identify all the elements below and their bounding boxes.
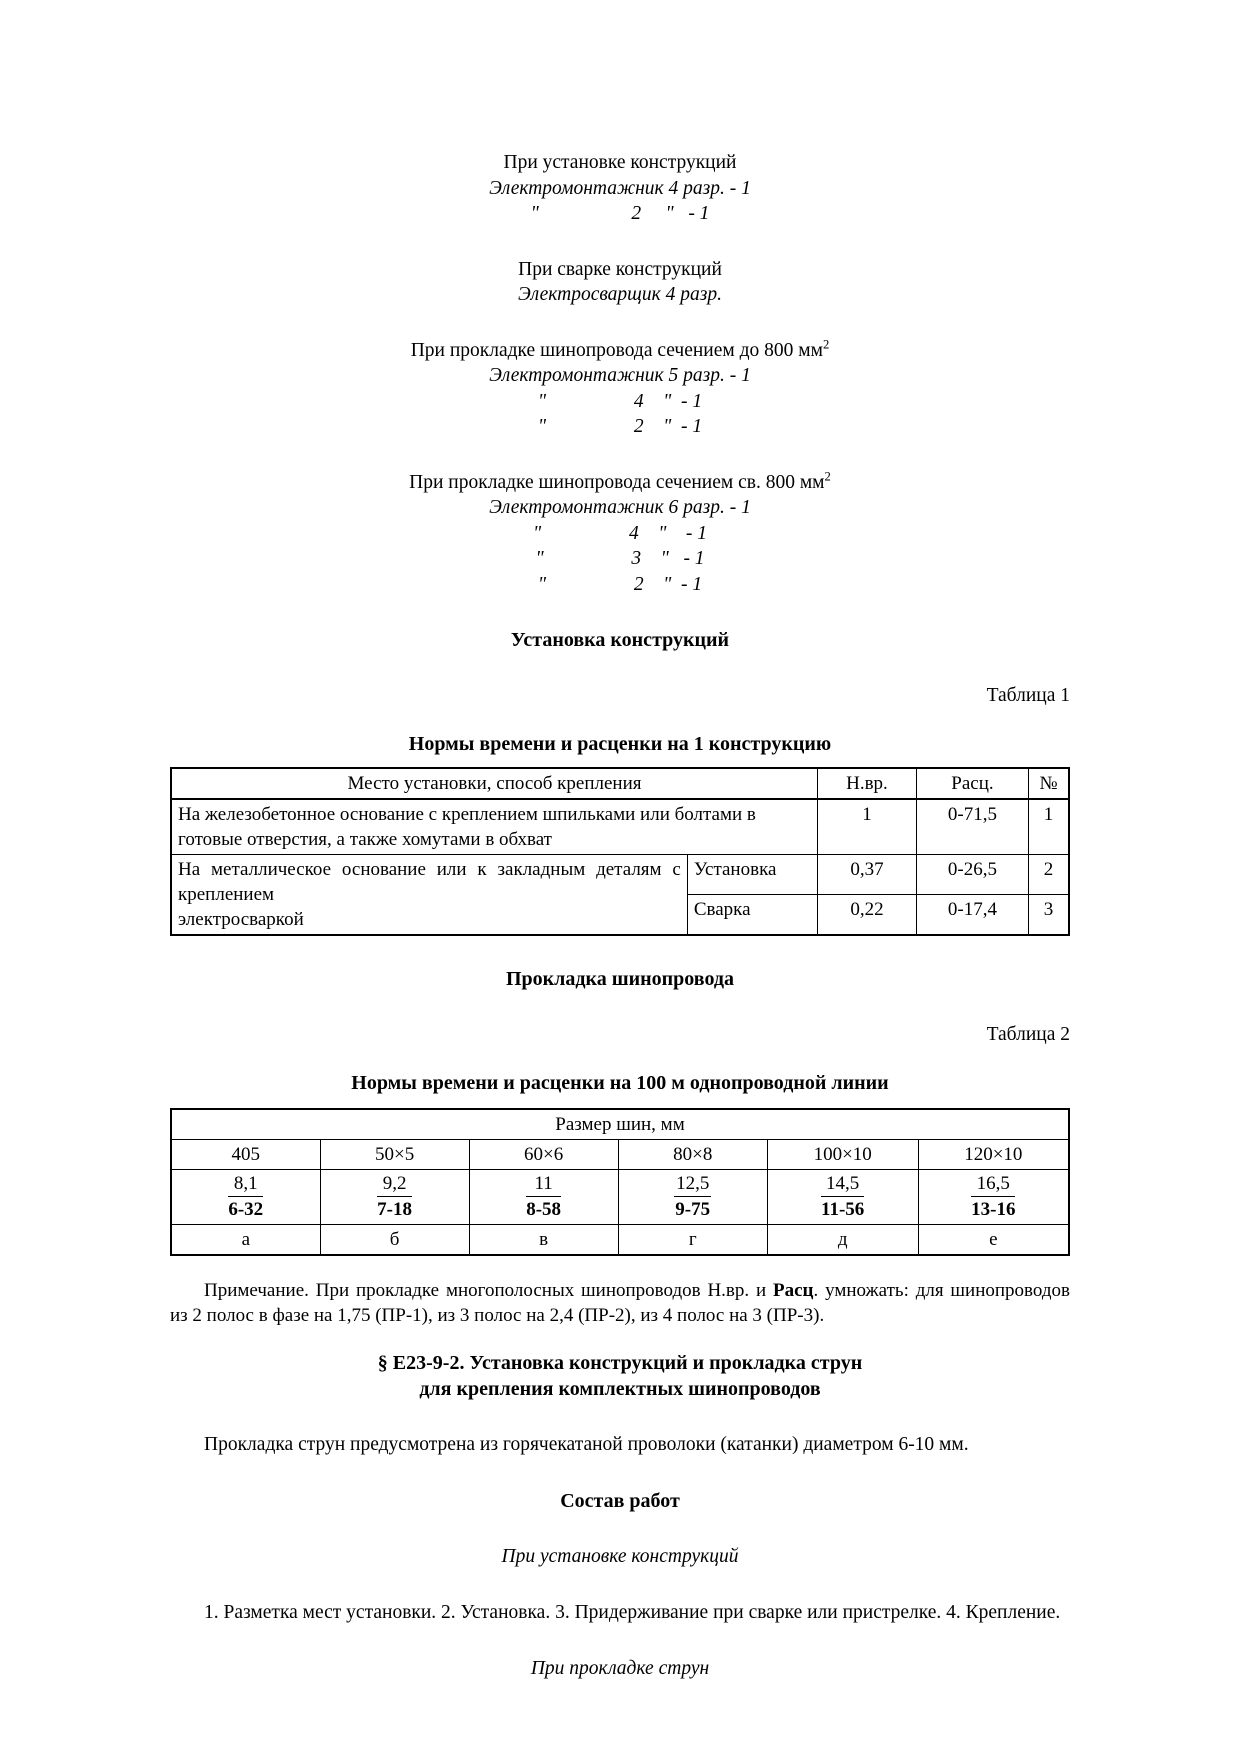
cell-size: 80×8 (618, 1140, 767, 1170)
cell-rasc: 7-18 (377, 1199, 412, 1220)
cell-rasc: 0-71,5 (916, 799, 1028, 855)
cell-size: 120×10 (918, 1140, 1069, 1170)
spanhead-bus-size: Размер шин, мм (171, 1109, 1069, 1140)
note-bold-term: Расц (772, 1280, 814, 1301)
cell-letter: е (918, 1225, 1069, 1256)
cell-place-line2: электросваркой (178, 909, 304, 930)
cell-nvr: 14,5 (821, 1172, 864, 1197)
section-title-installation: Установка конструкций (510, 629, 730, 651)
works-list-install: 1. Разметка мест установки. 2. Установка. 3. Придерживание при сварке или пристрелке. 4. Крепление. (204, 1602, 1061, 1623)
fraction (228, 1172, 263, 1222)
table-norms-per-construction (170, 767, 1070, 936)
spacer (170, 1048, 1070, 1070)
spacer (170, 992, 1070, 1022)
section-title-busbar-laying: Прокладка шинопровода (505, 968, 735, 990)
table-spanhead-row (171, 1109, 1069, 1140)
cell-place (171, 855, 687, 936)
cell-nvr: 9,2 (377, 1172, 412, 1197)
cell-nvr: 1 (818, 799, 917, 855)
crew-block-busbar-upto-800 (170, 338, 1070, 440)
crew-line: " 2 " - 1 (537, 416, 703, 437)
crew-line: " 2 " - 1 (530, 203, 710, 224)
cell-rasc: 9-75 (675, 1199, 711, 1220)
subheading-string-laying: При прокладке струн (530, 1658, 710, 1679)
cell-size: 100×10 (767, 1140, 918, 1170)
fraction (526, 1172, 561, 1222)
table-caption-1: Нормы времени и расценки на 1 конструкцию (408, 733, 832, 755)
table-row (171, 855, 1069, 895)
section-heading-e23-9-2-line2: для крепления комплектных шинопроводов (419, 1378, 821, 1400)
crew-line: " 4 " - 1 (537, 390, 703, 412)
spacer (170, 440, 1070, 470)
table-2-wrapper (170, 1108, 1070, 1256)
crew-line: Электросварщик 4 разр. (517, 284, 723, 305)
cell-size: 60×6 (469, 1140, 618, 1170)
cell-rasc: 8-58 (526, 1199, 562, 1220)
cell-nvr-rasc (618, 1170, 767, 1225)
table-header-row (171, 768, 1069, 799)
spacer (170, 1402, 1070, 1432)
crew-line: " 4 " - 1 (533, 522, 707, 544)
cell-place: На железобетонное основание с креплением шпильками или болтами в готовые отверстия, а также хомутами в обхват (171, 799, 818, 855)
spacer (170, 308, 1070, 338)
intro-paragraph: Прокладка струн предусмотрена из горячекатаной проволоки (катанки) диаметром 6-10 мм. (204, 1434, 969, 1455)
fraction (377, 1172, 412, 1222)
cell-nvr: 11 (526, 1172, 561, 1197)
section-heading-e23-9-2-line1: § Е23-9-2. Установка конструкций и прокладка струн (377, 1352, 863, 1374)
cell-nvr: 8,1 (228, 1172, 263, 1197)
table-label-2: Таблица 2 (986, 1024, 1070, 1045)
table-letters-row (171, 1225, 1069, 1256)
fraction (971, 1172, 1015, 1222)
crew-line: Электромонтажник 5 разр. - 1 (489, 365, 751, 386)
spacer (170, 1570, 1070, 1600)
cell-number: 1 (1029, 799, 1069, 855)
crew-heading-text: При прокладке шинопровода сечением св. 800 мм (409, 471, 825, 493)
cell-nvr-rasc (320, 1170, 469, 1225)
cell-letter: г (618, 1225, 767, 1256)
cell-operation: Сварка (687, 894, 817, 935)
fraction (674, 1172, 711, 1222)
cell-rasc: 6-32 (228, 1199, 264, 1220)
table-row (171, 799, 1069, 855)
crew-heading-superscript: 2 (822, 337, 830, 351)
table-norms-per-100m (170, 1108, 1070, 1256)
cell-nvr-rasc (171, 1170, 320, 1225)
cell-nvr-rasc (469, 1170, 618, 1225)
header-number: № (1029, 768, 1069, 799)
crew-heading-text: При прокладке шинопровода сечением до 800 мм (410, 339, 823, 361)
cell-letter: в (469, 1225, 618, 1256)
cell-letter: а (171, 1225, 320, 1256)
subheading-install-constructions: При установке конструкций (501, 1546, 739, 1567)
crew-heading (170, 338, 1070, 364)
spacer (170, 1514, 1070, 1544)
spacer (170, 709, 1070, 731)
spacer (170, 936, 1070, 966)
table-values-row (171, 1170, 1069, 1225)
header-place: Место установки, способ крепления (171, 768, 818, 799)
crew-line: Электромонтажник 6 разр. - 1 (489, 497, 751, 518)
cell-letter: д (767, 1225, 918, 1256)
cell-rasc: 11-56 (821, 1199, 865, 1220)
table-sizes-row (171, 1140, 1069, 1170)
note-suffix: . умножать: для шинопроводов из 2 полос в фазе на 1,75 (ПР-1), из 3 полос на 2,4 (ПР-2), из 4 полос на 3 (ПР-3). (170, 1280, 1070, 1326)
cell-operation: Установка (687, 855, 817, 895)
works-composition-title: Состав работ (560, 1490, 680, 1512)
cell-nvr-rasc (767, 1170, 918, 1225)
spacer (170, 653, 1070, 683)
cell-nvr: 12,5 (674, 1172, 711, 1197)
table-label-1: Таблица 1 (986, 685, 1070, 706)
crew-heading-superscript: 2 (824, 469, 831, 483)
cell-letter: б (320, 1225, 469, 1256)
fraction (821, 1172, 864, 1222)
table-2-note (170, 1278, 1070, 1328)
note-prefix: Примечание. При прокладке многополосных шинопроводов Н.вр. и (204, 1280, 773, 1301)
spacer (170, 1328, 1070, 1350)
spacer (170, 1458, 1070, 1488)
crew-block-install-constructions (170, 150, 1070, 227)
cell-size: 50×5 (320, 1140, 469, 1170)
table-1-wrapper (170, 767, 1070, 936)
crew-heading (170, 470, 1070, 496)
cell-rasc: 0-26,5 (916, 855, 1028, 895)
crew-heading: При сварке конструкций (518, 258, 722, 280)
crew-heading: При установке конструкций (503, 152, 737, 173)
spacer (170, 227, 1070, 257)
cell-number: 3 (1029, 894, 1069, 935)
header-nvr: Н.вр. (818, 768, 917, 799)
spacer (170, 597, 1070, 627)
crew-block-busbar-over-800 (170, 470, 1070, 598)
cell-rasc: 13-16 (971, 1199, 1016, 1220)
cell-rasc: 0-17,4 (916, 894, 1028, 935)
cell-nvr: 16,5 (971, 1172, 1015, 1197)
cell-number: 2 (1029, 855, 1069, 895)
crew-block-welding-constructions (170, 257, 1070, 308)
cell-nvr: 0,22 (818, 894, 917, 935)
crew-line: " 2 " - 1 (537, 573, 703, 595)
cell-nvr-rasc (918, 1170, 1069, 1225)
crew-line: Электромонтажник 4 разр. - 1 (489, 177, 751, 199)
crew-line: " 3 " - 1 (535, 548, 705, 569)
cell-place-line1: На металлическое основание или к закладным деталям с креплением (178, 859, 681, 905)
header-rasc: Расц. (916, 768, 1028, 799)
table-caption-2: Нормы времени и расценки на 100 м однопроводной линии (351, 1072, 889, 1094)
spacer (170, 1626, 1070, 1656)
cell-size: 405 (171, 1140, 320, 1170)
cell-nvr: 0,37 (818, 855, 917, 895)
